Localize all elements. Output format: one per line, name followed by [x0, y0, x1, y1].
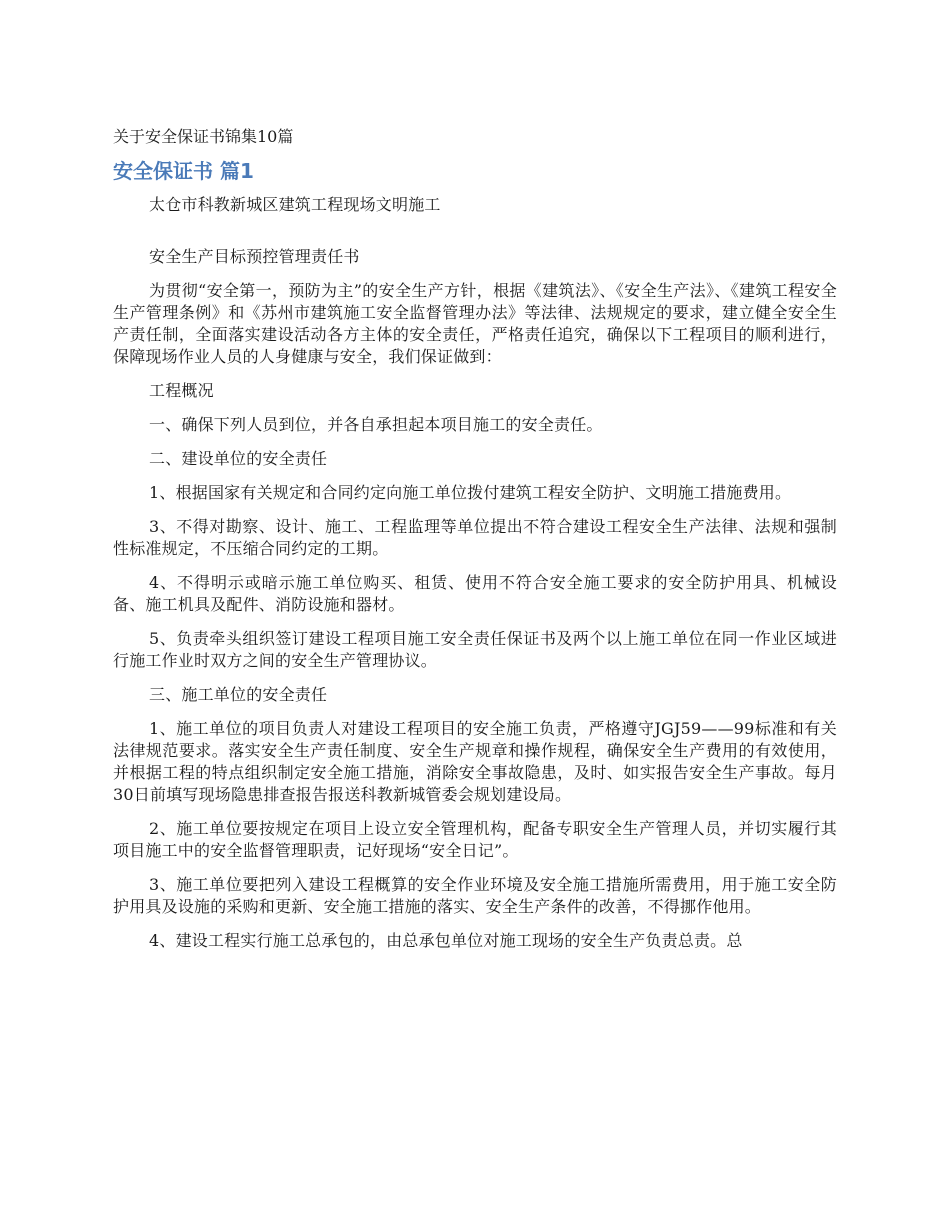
- section-heading: 安全保证书 篇1: [113, 159, 254, 183]
- paragraph-item: 1、施工单位的项目负责人对建设工程项目的安全施工负责，严格遵守JGJ59——99标准和有关法律规范要求。落实安全生产责任制度、安全生产规章和操作规程，确保安全生产费用的有效使用，并根据工程的特点组织制定安全施工措施，消除安全事故隐患，及时、如实报告安全生产事故。每月30日前填写现场隐患排查报告报送科教新城管委会规划建设局。: [113, 719, 837, 804]
- paragraph-item: 3、施工单位要把列入建设工程概算的安全作业环境及安全施工措施所需费用，用于施工安全防护用具及设施的采购和更新、安全施工措施的落实、安全生产条件的改善，不得挪作他用。: [113, 875, 837, 916]
- document-page: [113, 124, 837, 964]
- paragraph-project-name: 太仓市科教新城区建筑工程现场文明施工: [149, 195, 441, 214]
- paragraph-item: 5、负责牵头组织签订建设工程项目施工安全责任保证书及两个以上施工单位在同一作业区域进行施工作业时双方之间的安全生产管理协议。: [113, 629, 837, 670]
- paragraph-section-two: 二、建设单位的安全责任: [149, 449, 328, 468]
- paragraph-intro: 为贯彻“安全第一，预防为主”的安全生产方针，根据《建筑法》、《安全生产法》、《建筑工程安全生产管理条例》和《苏州市建筑施工安全监督管理办法》等法律、法规规定的要求，建立健全安全生产责任制，全面落实建设活动各方主体的安全责任，严格责任追究，确保以下工程项目的顺利进行，保障现场作业人员的人身健康与安全，我们保证做到：: [113, 281, 837, 366]
- paragraph-section-one: 一、确保下列人员到位，并各自承担起本项目施工的安全责任。: [149, 415, 603, 434]
- paragraph-item: 4、不得明示或暗示施工单位购买、租赁、使用不符合安全施工要求的安全防护用具、机械设备、施工机具及配件、消防设施和器材。: [113, 573, 837, 614]
- paragraph-section-three: 三、施工单位的安全责任: [149, 685, 328, 704]
- paragraph-item: 2、施工单位要按规定在项目上设立安全管理机构，配备专职安全生产管理人员，并切实履行其项目施工中的安全监督管理职责，记好现场“安全日记”。: [113, 819, 837, 860]
- paragraph-item: 1、根据国家有关规定和合同约定向施工单位拨付建筑工程安全防护、文明施工措施费用。: [149, 483, 792, 502]
- paragraph-subtitle: 安全生产目标预控管理责任书: [149, 247, 360, 266]
- document-title: 关于安全保证书锦集10篇: [113, 127, 294, 146]
- paragraph-item: 4、建设工程实行施工总承包的，由总承包单位对施工现场的安全生产负责总责。总: [149, 931, 743, 950]
- paragraph-overview: 工程概况: [149, 381, 214, 400]
- paragraph-item: 3、不得对勘察、设计、施工、工程监理等单位提出不符合建设工程安全生产法律、法规和强制性标准规定，不压缩合同约定的工期。: [113, 517, 837, 558]
